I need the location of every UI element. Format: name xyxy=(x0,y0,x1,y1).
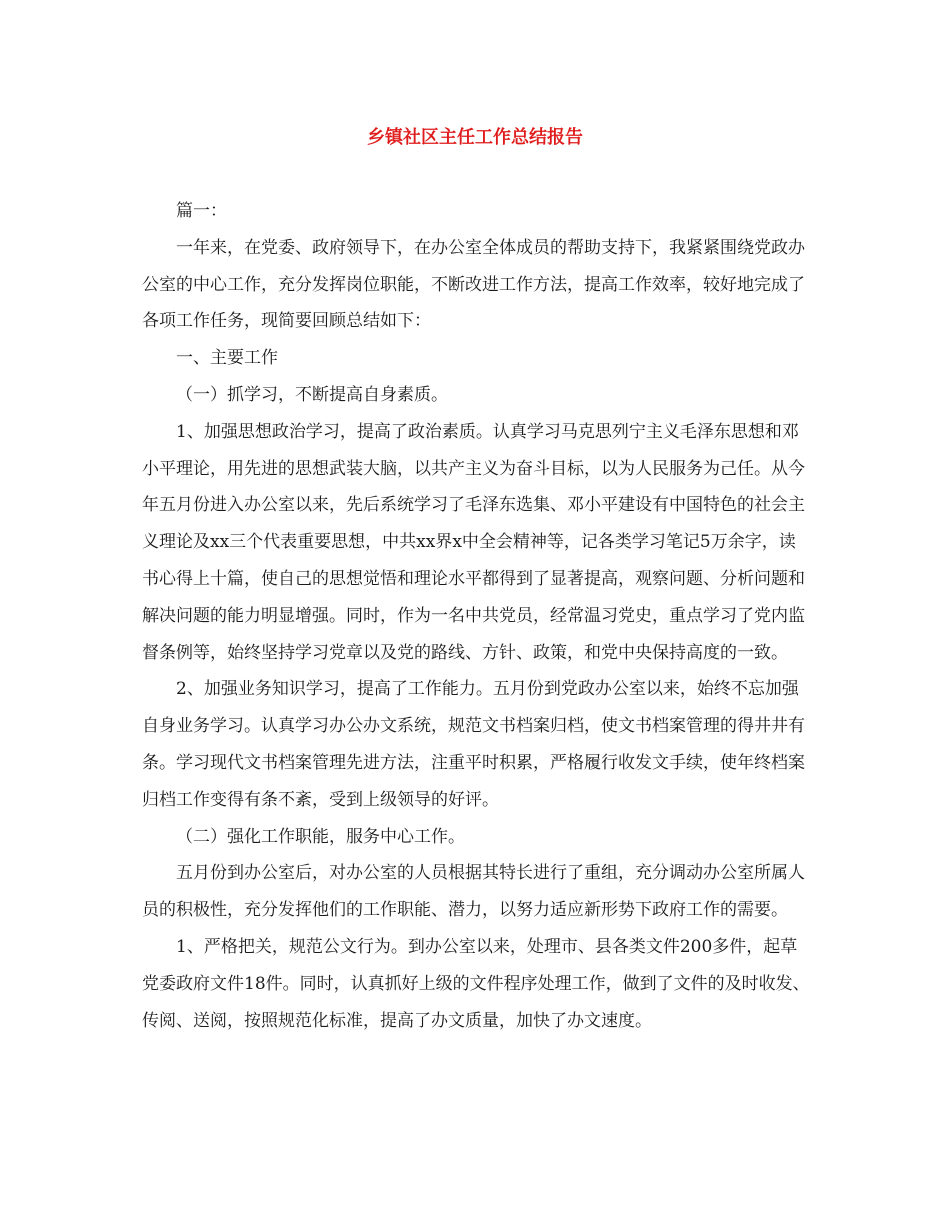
subheading-work-function: （二）强化工作职能，服务中心工作。 xyxy=(176,826,465,847)
subheading-study: （一）抓学习，不断提高自身素质。 xyxy=(176,384,448,405)
paragraph-document-handling: 1、严格把关，规范公文行为。到办公室以来，处理市、县各类文件200多件，起草党委政府文件18件。同时，认真抓好上级的文件程序处理工作，做到了文件的及时收发、传阅、送阅，按照规范化标准，提高了办文质量，加快了办文速度。 xyxy=(142,936,810,1031)
paragraph-business-study: 2、加强业务知识学习，提高了工作能力。五月份到党政办公室以来，始终不忘加强自身业务学习。认真学习办公办文系统，规范文书档案归档，使文书档案管理的得井井有条。学习现代文书档案管理先进方法，注重平时积累，严格履行收发文手续，使年终档案归档工作变得有条不紊，受到上级领导的好评。 xyxy=(142,679,805,810)
paragraph-intro: 一年来，在党委、政府领导下，在办公室全体成员的帮助支持下，我紧紧围绕党政办公室的中心工作，充分发挥岗位职能，不断改进工作方法，提高工作效率，较好地完成了各项工作任务，现简要回顾总结如下： xyxy=(142,237,805,332)
document-title: 乡镇社区主任工作总结报告 xyxy=(367,127,583,148)
paragraph-office-reorganization: 五月份到办公室后，对办公室的人员根据其特长进行了重组，充分调动办公室所属人员的积极性，充分发挥他们的工作职能、潜力，以努力适应新形势下政府工作的需要。 xyxy=(142,863,805,921)
paragraph-political-study: 1、加强思想政治学习，提高了政治素质。认真学习马克思列宁主义毛泽东思想和邓小平理论，用先进的思想武装大脑，以共产主义为奋斗目标，以为人民服务为己任。从今年五月份进入办公室以来，先后系统学习了毛泽东选集、邓小平建设有中国特色的社会主义理论及xx三个代表重要思想，中共xx界x中全会精神等，记各类学习笔记5万余字，读书心得上十篇，使自己的思想觉悟和理论水平都得到了显著提高，观察问题、分析问题和解决问题的能力明显增强。同时，作为一名中共党员，经常温习党史，重点学习了党内监督条例等，始终坚持学习党章以及党的路线、方针、政策，和党中央保持高度的一致。 xyxy=(142,421,805,663)
paragraph-section-label: 篇一： xyxy=(176,201,227,221)
document-body xyxy=(142,193,810,1039)
heading-main-work: 一、主要工作 xyxy=(176,348,278,369)
